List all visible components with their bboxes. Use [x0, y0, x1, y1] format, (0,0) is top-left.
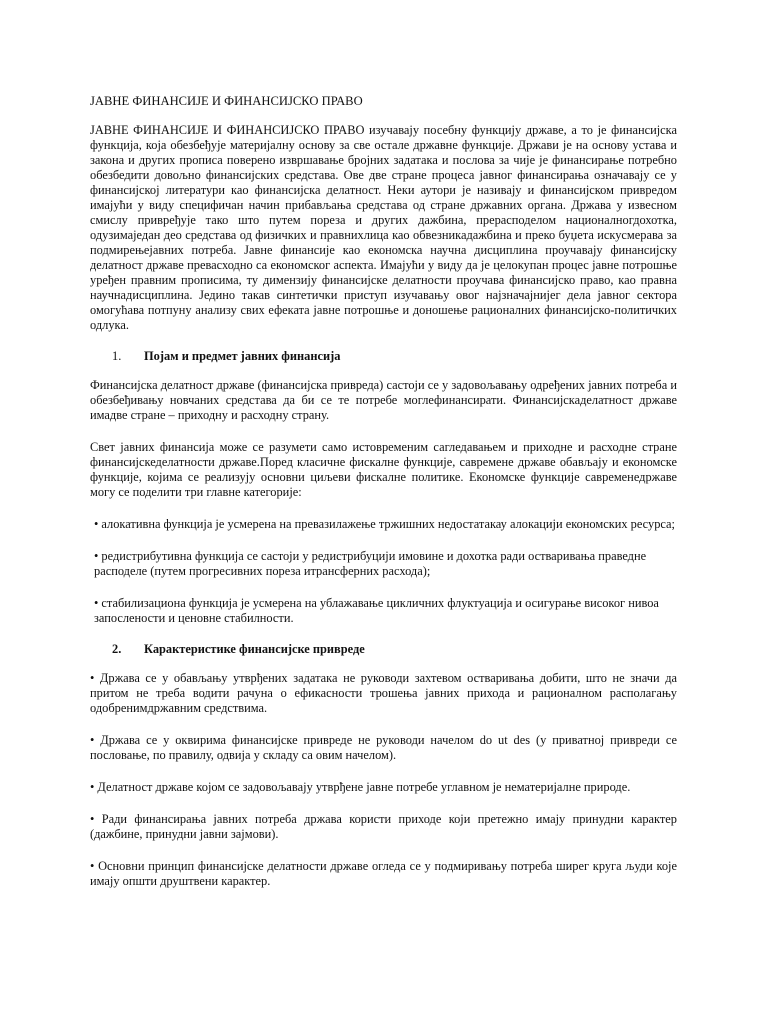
section-heading-2: [90, 642, 677, 657]
bullet-item: • алокативна функција је усмерена на превазилажење тржишних недостатакау алокацији економских ресурса;: [94, 517, 675, 531]
bullet-item: • Држава се у оквирима финансијске привреде не руководи начелом do ut des (у приватној привреди се пословање, по правилу, одвија у складу са овим начелом).: [90, 733, 677, 762]
section-title: Појам и предмет јавних финансија: [144, 349, 341, 363]
section-title: Карактеристике финансијске привреде: [144, 642, 365, 656]
section-heading-1: [90, 349, 677, 364]
section-number: 1.: [112, 349, 122, 363]
bullet-item: • редистрибутивна функција се састоји у редистрибуцији имовине и дохотка ради остваривања праведне расподеле (путем прогресивних пореза итрансферних расхода);: [94, 549, 647, 578]
section-1-paragraph-2: Свет јавних финансија може се разумети само истовременим сагледавањем и приходне и расходне стране финансијскеделатности државе.Поред класичне фискалне функције, савремене државе обављају и економске функције, којима се реализују основни циљеви фискалне политике. Економске функције савременедржаве могу се поделити три главне категорије:: [90, 440, 677, 499]
section-number: 2.: [112, 642, 122, 656]
bullet-item: • стабилизациона функција је усмерена на ублажавање цикличних флуктуација и осигурање високог нивоа запослености и ценовне стабилности.: [94, 596, 659, 625]
bullet-item: • Држава се у обављању утврђених задатака не руководи захтевом остваривања добити, што не значи да притом не треба водити рачуна о ефикасности трошења јавних прихода и рационалном располагању одобренимдржавним средствима.: [90, 671, 677, 715]
section-1-paragraph-1: Финансијска делатност државе (финансијска привреда) састоји се у задовољавању одређених јавних потреба и обезбеђивању новчаних средстава да би се те потребе моглефинансирати. Финансијскаделатност државе имадве стране – приходну и расходну страну.: [90, 378, 677, 422]
bullet-item: • Делатност државе којом се задовољавају утврђене јавне потребе углавном је нематеријалне природе.: [90, 780, 631, 794]
intro-paragraph: ЈАВНЕ ФИНАНСИЈЕ И ФИНАНСИЈСКО ПРАВО изучавају посебну функцију државе, а то је финансијска функција, која обезбеђује материјалну основу за све остале државне функције. Држави је на основу устава и закона и других прописа поверено извршавање бројних задатака и послова за чије је финансирање потребно обезбедити довољно финансијских средстава. Ове две стране процеса јавног финансирања означавају се у финансијској литератури као финансијска делатност. Неки аутори је називају и финансијском привредом имајући у виду специфичан начин прибављања средстава од стране државних органа. Држава у извесном смислу привређује тако што путем пореза и других дажбина, прерасподелом националногдохотка, одузимаједан део средстава од физичких и правнихлица као обвезникадажбина и преко буџета искусмерава за подмирењејавних потреба. Јавне финансије као економска научна дисциплина проучавају финансијску делатност државе превасходно са економског аспекта. Имајући у виду да је целокупан процес јавне потрошње уређен правним прописима, ту димензију финансијске делатности проучава финансијско право, као правна научнадисциплина. Једино такав синтетички приступ изучавању овог најзначајнијег дела јавног сектора омогућава потпуну анализу свих ефеката јавне потрошње и доношење рационалних финансијско-политичких одлука.: [90, 123, 677, 332]
bullet-item: • Основни принцип финансијске делатности државе огледа се у подмиривању потреба ширег круга људи које имају општи друштвени карактер.: [90, 859, 677, 888]
bullet-item: • Ради финансирања јавних потреба држава користи приходе који претежно имају принудни карактер (дажбине, принудни јавни зајмови).: [90, 812, 677, 841]
document-page: [90, 94, 677, 889]
document-title: ЈАВНЕ ФИНАНСИЈЕ И ФИНАНСИЈСКО ПРАВО: [90, 94, 363, 108]
